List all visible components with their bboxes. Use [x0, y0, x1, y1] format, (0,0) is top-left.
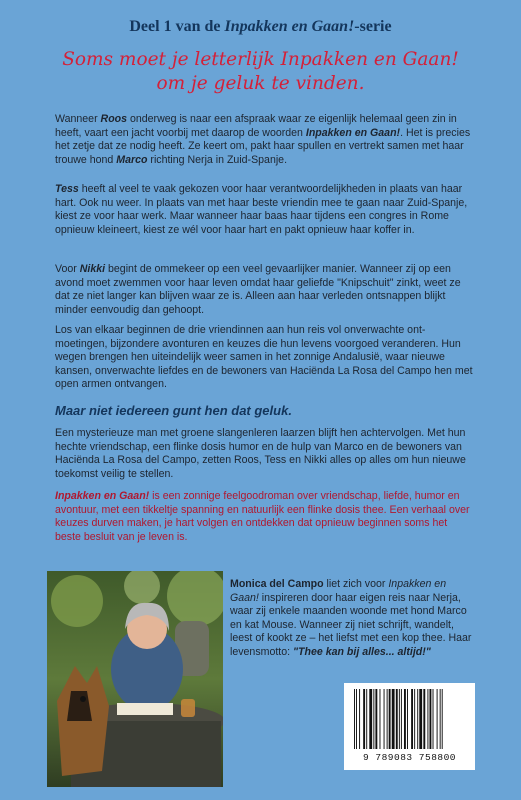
author-bio: Monica del Campo liet zich voor Inpakken en Gaan! inspireren door haar eigen reis naar Nerja, waar zij enkele maanden woonde met hond Marco en kat Mouse. Wanneer zij niet schrijft, wandelt, leest of kookt ze – het liefst met een kop thee. Haar levensmotto: "Thee kan bij alles... altijd!"	[230, 578, 472, 658]
series-heading	[0, 18, 521, 36]
tagline	[0, 48, 521, 96]
tagline-line-2: om je geluk te vinden.	[156, 73, 365, 94]
paragraph-journey: Los van elkaar beginnen de drie vriendinnen aan hun reis vol onverwachte ont-moetingen, bijzondere avonturen en keuzes die hun levens voorgoed veranderen. Hun wegen brengen hen uiteindelijk weer samen in het zonnige Andalusië, waar nieuwe kansen, onverwachte liefdes en de bewoners van Haciënda La Rosa del Campo hen met open armen ontvangen.	[55, 324, 473, 391]
paragraph-mystery: Een mysterieuze man met groene slangenleren laarzen blijft hen achtervolgen. Met hun hechte vriendschap, een flinke dosis humor en de hulp van Marco en de bewoners van Haciënda La Rosa del Campo, zetten Roos, Tess en Nikki alles op alles om hun nieuwe toekomst veilig te stellen.	[55, 427, 466, 480]
book-title-inline: Inpakken en Gaan!	[305, 126, 401, 139]
barcode	[344, 683, 475, 770]
paragraph-tess: Tess heeft al veel te vaak gekozen voor haar verantwoordelijkheden in plaats van haar hart. Ook nu weer. In plaats van met haar beste vriendin mee te gaan naar Zuid-Spanje, kiest ze voor haar werk. Maar wanneer haar baas haar tijdens een congres in Rome opnieuw kleineert, kiest ze wél voor haar hart en pakt opnieuw haar koffer in.	[55, 183, 468, 236]
author-name: Monica del Campo	[230, 578, 324, 590]
paragraph-roos: Wanneer Roos onderweg is naar een afspraak waar ze eigenlijk helemaal geen zin in heeft, vaart een jacht voorbij met daarop de woorden Inpakken en Gaan!. Het is precies het zetje dat ze nodig heeft. Ze keert om, pakt haar spullen en vertrekt samen met haar trouwe hond Marco richting Nerja in Zuid-Spanje.	[55, 113, 471, 166]
highlight-line: Maar niet iedereen gunt hen dat geluk.	[55, 403, 292, 418]
paragraph-summary: Inpakken en Gaan! is een zonnige feelgoodroman over vriendschap, liefde, humor en avontuur, met een tikkeltje spanning en natuurlijk een flinke dosis thee. Een verhaal over keuzes durven maken, je hart volgen en ontdekken dat opnieuw beginnen soms het beste besluit van je leven is.	[55, 490, 470, 543]
series-prefix: Deel 1 van de	[129, 18, 225, 35]
book-title-summary: Inpakken en Gaan!	[55, 490, 150, 502]
series-title: Inpakken en Gaan!	[224, 18, 355, 35]
barcode-bars	[352, 689, 467, 751]
series-suffix: -serie	[354, 18, 392, 35]
tagline-line-1: Soms moet je letterlijk Inpakken en Gaan!	[62, 49, 459, 70]
name-tess: Tess	[55, 183, 79, 195]
name-marco: Marco	[116, 153, 148, 166]
name-roos: Roos	[100, 113, 128, 125]
author-motto: "Thee kan bij alles... altijd!"	[293, 645, 431, 658]
author-photo	[47, 571, 223, 787]
isbn-number: 9 789083 758800	[362, 752, 456, 763]
paragraph-nikki: Voor Nikki begint de ommekeer op een veel gevaarlijker manier. Wanneer zij op een avond moet zwemmen voor haar leven omdat haar geliefde "Knipschuit" zinkt, weet ze dat ze niet langer kan blijven waar ze is. Alleen aan haar verleden ontsnappen blijkt minder eenvoudig dan gehoopt.	[55, 263, 461, 316]
book-title-bio: Inpakken en Gaan!	[230, 578, 447, 604]
name-nikki: Nikki	[79, 263, 106, 275]
